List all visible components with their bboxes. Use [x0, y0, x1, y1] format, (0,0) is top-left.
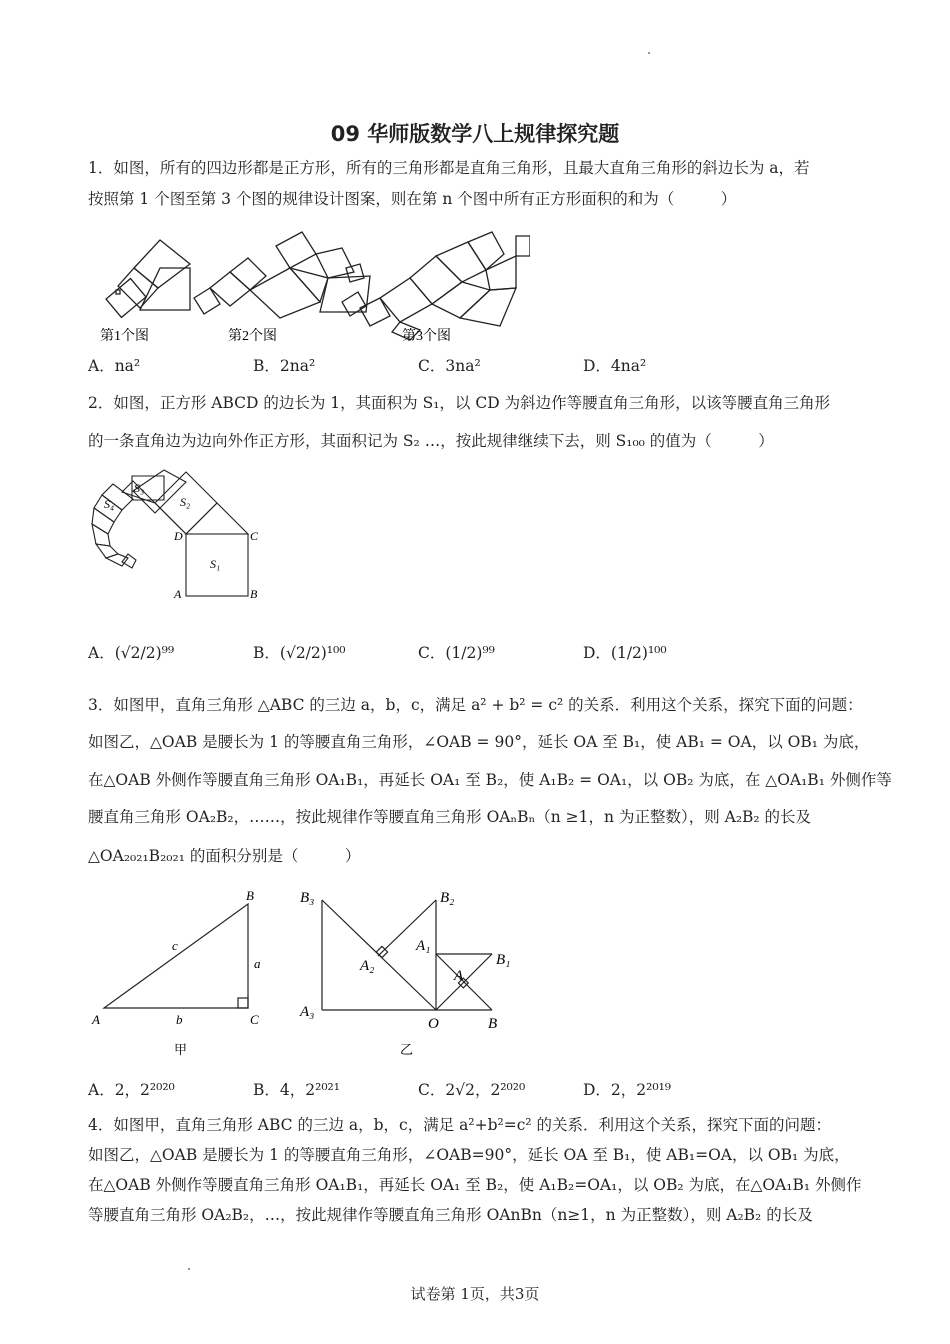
q3-option-b[interactable]: B．4，2²⁰²¹ — [253, 1081, 340, 1099]
q3-yi-b1: B₁ — [496, 952, 511, 968]
q3-option-c[interactable]: C．2√2，2²⁰²⁰ — [418, 1081, 526, 1099]
q3-figure-yi — [296, 884, 526, 1064]
q3-jia-c: c — [172, 938, 178, 953]
q3-line2: 如图乙，△OAB 是腰长为 1 的等腰直角三角形，∠OAB = 90°，延长 OA 至 B₁，使 AB₁ = OA，以 OB₁ 为底， — [88, 733, 870, 751]
q1-fig-label-2: 第2个图 — [228, 329, 277, 344]
q3-yi-a: A — [454, 968, 464, 984]
page-title: 09 华师版数学八上规律探究题 — [330, 122, 620, 146]
q3-yi-b: B — [488, 1016, 498, 1032]
q3-yi-a1: A₁ — [416, 938, 431, 954]
q1-fig-label-3: 第3个图 — [402, 329, 451, 344]
q1-line1: 1．如图，所有的四边形都是正方形，所有的三角形都是直角三角形，且最大直角三角形的斜边长为 a，若 — [88, 159, 810, 177]
q4-line2: 如图乙，△OAB 是腰长为 1 的等腰直角三角形，∠OAB=90°，延长 OA 至 B₁，使 AB₁=OA，以 OB₁ 为底， — [88, 1146, 850, 1164]
q3-option-a[interactable]: A．2，2²⁰²⁰ — [88, 1081, 175, 1099]
q4-line1: 4．如图甲，直角三角形 ABC 的三边 a，b，c，满足 a²+b²=c² 的关系．利用这个关系，探究下面的问题： — [88, 1116, 832, 1134]
q3-figure-jia — [88, 886, 278, 1066]
q2-label-s2: S₂ — [180, 495, 191, 509]
q2-label-c: C — [250, 529, 259, 543]
q2-label-d: D — [174, 529, 183, 543]
q3-line4: 腰直角三角形 OA₂B₂，……，按此规律作等腰直角三角形 OAₙBₙ（n ≥1，n 为正整数），则 A₂B₂ 的长及 — [88, 808, 812, 826]
q3-caption-yi: 乙 — [400, 1042, 414, 1057]
q2-option-d[interactable]: D．(1/2)¹⁰⁰ — [583, 644, 667, 662]
q1-option-d[interactable]: D．4na² — [583, 357, 647, 375]
q3-caption-jia: 甲 — [174, 1042, 188, 1057]
q2-label-a: A — [174, 587, 182, 601]
q2-line2: 的一条直角边为边向外作正方形，其面积记为 S₂ …，按此规律继续下去，则 S₁₀₀ 的值为（ ） — [88, 432, 774, 450]
q3-jia-C: C — [250, 1012, 259, 1027]
q2-label-b: B — [250, 587, 258, 601]
q2-label-s4: S₄ — [104, 497, 115, 511]
page-footer: 试卷第 1页，共3页 — [410, 1285, 540, 1303]
q3-yi-a2: A₂ — [360, 958, 375, 974]
q1-option-c[interactable]: C．3na² — [418, 357, 481, 375]
q3-yi-a3: A₃ — [300, 1004, 315, 1020]
q3-jia-b-side: b — [176, 1012, 183, 1027]
q3-jia-b: B — [246, 888, 254, 903]
q2-figure — [88, 468, 268, 604]
q2-label-s3: S₃ — [134, 481, 145, 495]
q1-figure — [80, 228, 530, 346]
q3-jia-a: a — [254, 956, 261, 971]
q1-fig-label-1: 第1个图 — [100, 329, 149, 344]
q3-yi-b3: B₃ — [300, 890, 315, 906]
page-mark — [648, 52, 650, 54]
q4-line4: 等腰直角三角形 OA₂B₂，…，按此规律作等腰直角三角形 OAnBn（n≥1，n 为正整数），则 A₂B₂ 的长及 — [88, 1206, 813, 1224]
q1-line2: 按照第 1 个图至第 3 个图的规律设计图案，则在第 n 个图中所有正方形面积的和为（ ） — [88, 190, 737, 208]
q3-option-d[interactable]: D．2，2²⁰¹⁹ — [583, 1081, 672, 1099]
q3-line5: △OA₂₀₂₁B₂₀₂₁ 的面积分别是（ ） — [88, 847, 361, 865]
page-mark-bottom — [188, 1268, 190, 1270]
q2-line1: 2．如图，正方形 ABCD 的边长为 1，其面积为 S₁，以 CD 为斜边作等腰直角三角形，以该等腰直角三角形 — [88, 394, 831, 412]
q1-option-a[interactable]: A．na² — [88, 357, 141, 375]
q4-line3: 在△OAB 外侧作等腰直角三角形 OA₁B₁，再延长 OA₁ 至 B₂，使 A₁B₂=OA₁，以 OB₂ 为底，在△OA₁B₁ 外侧作 — [88, 1176, 862, 1194]
q2-option-a[interactable]: A．(√2/2)⁹⁹ — [88, 644, 175, 662]
q2-label-s1: S₁ — [210, 557, 221, 571]
q3-line1: 3．如图甲，直角三角形 △ABC 的三边 a，b，c，满足 a² + b² = c² 的关系．利用这个关系，探究下面的问题： — [88, 696, 863, 714]
q3-yi-b2: B₂ — [440, 890, 455, 906]
q3-yi-o: O — [428, 1016, 439, 1032]
q2-option-b[interactable]: B．(√2/2)¹⁰⁰ — [253, 644, 346, 662]
q1-option-b[interactable]: B．2na² — [253, 357, 316, 375]
q2-option-c[interactable]: C．(1/2)⁹⁹ — [418, 644, 495, 662]
q3-jia-A: A — [92, 1012, 100, 1027]
q3-line3: 在△OAB 外侧作等腰直角三角形 OA₁B₁，再延长 OA₁ 至 B₂，使 A₁B₂ = OA₁，以 OB₂ 为底，在 △OA₁B₁ 外侧作等 — [88, 771, 892, 789]
